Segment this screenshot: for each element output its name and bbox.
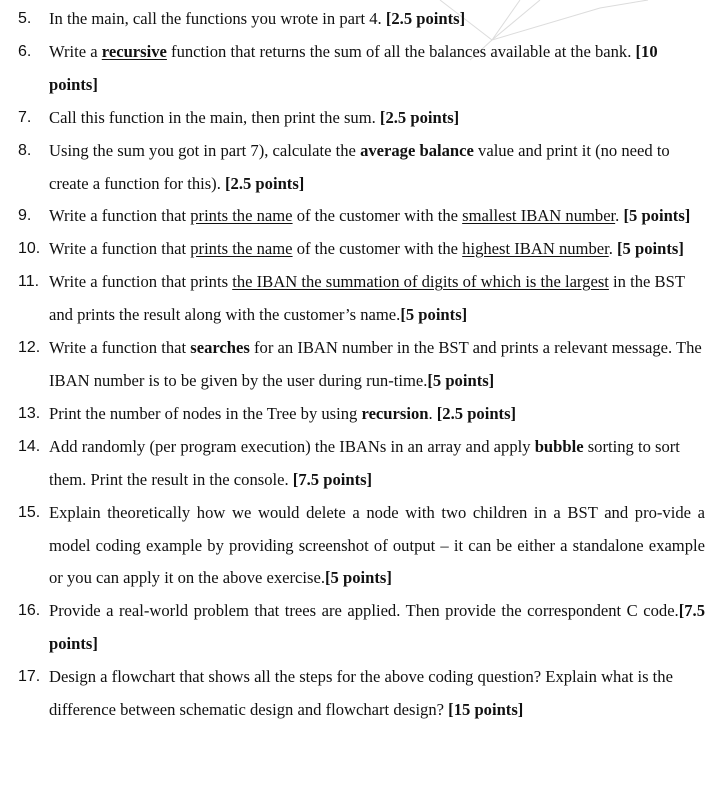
question-text: [49, 108, 459, 127]
emphasis-text: recursion: [361, 403, 429, 423]
text-segment: in the BST and prints the result along with the customer’s name.: [49, 272, 685, 325]
points-label: [7.5 points]: [49, 601, 705, 654]
question-text: [49, 437, 680, 489]
emphasis-text: prints the name: [190, 239, 293, 259]
question-text: [49, 206, 690, 225]
text-segment: Explain theoretically how we would delete a node with two children in a BST and pro-vide a model coding example by providing screenshot of output – it can be either a standalone example or you can apply it on the above exercise.: [49, 502, 705, 588]
text-segment: for an IBAN number in the BST and prints a relevant message. The IBAN number is to be given by the user during run-time.: [49, 338, 702, 390]
text-segment: function that returns the sum of all the balances available at the bank.: [166, 41, 636, 61]
question-text: [49, 239, 684, 258]
emphasis-text: searches: [190, 338, 250, 358]
question-number: 13.: [18, 404, 41, 422]
question-number: 6.: [18, 42, 32, 60]
question-text: [49, 141, 670, 193]
points-label: [5 points]: [427, 370, 495, 390]
text-segment: Write a: [49, 41, 102, 61]
text-segment: Provide a real-world problem that trees are applied. Then provide the correspondent C code.: [49, 601, 679, 621]
question-number: 8.: [18, 141, 32, 159]
question-number: 16.: [18, 602, 41, 620]
text-segment: Call this function in the main, then print the sum.: [49, 107, 380, 127]
question-text: [49, 338, 702, 390]
question-text: [49, 404, 516, 423]
question-text: [49, 601, 705, 653]
question-number: 5.: [18, 10, 32, 27]
points-label: [2.5 points]: [385, 9, 466, 28]
text-segment: In the main, call the functions you wrote in part 4.: [49, 9, 386, 28]
points-label: [2.5 points]: [379, 107, 460, 127]
points-label: [5 points]: [617, 239, 684, 259]
question-number: 9.: [18, 207, 32, 225]
text-segment: .: [608, 239, 618, 259]
question-item: [0, 135, 727, 201]
question-item: [0, 661, 727, 727]
question-item: [0, 36, 727, 102]
question-text: [49, 272, 685, 324]
emphasis-text: prints the name: [190, 206, 293, 226]
question-item: [0, 398, 727, 431]
text-segment: Write a function that: [49, 239, 191, 259]
question-item: [0, 431, 727, 497]
text-segment: Using the sum you got in part 7), calculate the: [49, 140, 361, 160]
question-number: 7.: [18, 108, 32, 126]
question-item: [0, 595, 727, 661]
question-item: [0, 233, 727, 266]
text-segment: Design a flowchart that shows all the steps for the above coding question? Explain what is the difference between schematic design and flowchart design?: [49, 667, 673, 720]
points-label: [5 points]: [400, 305, 468, 325]
emphasis-text: average balance: [360, 140, 474, 160]
text-segment: Write a function that: [49, 206, 191, 226]
question-number: 14.: [18, 437, 41, 455]
question-number: 17.: [18, 668, 41, 686]
emphasis-text: smallest IBAN number: [462, 206, 616, 226]
question-item: [0, 332, 727, 398]
points-label: [2.5 points]: [436, 403, 517, 423]
text-segment: sorting to sort them. Print the result in the console.: [49, 436, 680, 489]
question-text: [49, 9, 465, 28]
points-label: [10 points]: [49, 41, 658, 94]
question-item: [0, 497, 727, 596]
text-segment: Write a function that: [49, 338, 191, 358]
points-label: [15 points]: [448, 700, 524, 720]
text-segment: .: [615, 206, 624, 226]
text-segment: value and print it (no need to create a function for this).: [49, 140, 670, 193]
points-label: [7.5 points]: [292, 469, 373, 489]
emphasis-text: bubble: [534, 436, 584, 456]
emphasis-text: highest IBAN number: [462, 239, 609, 259]
emphasis-text: recursive: [101, 41, 167, 61]
text-segment: Print the number of nodes in the Tree by using: [49, 403, 362, 423]
question-number: 10.: [18, 240, 41, 258]
question-text: [49, 503, 705, 588]
question-text: [49, 667, 673, 719]
text-segment: Write a function that prints: [49, 272, 233, 292]
question-list: [0, 3, 727, 727]
text-segment: Add randomly (per program execution) the IBANs in an array and apply: [49, 436, 535, 456]
question-number: 11.: [18, 273, 40, 291]
emphasis-text: the IBAN the summation of digits of which is the largest: [232, 272, 609, 292]
question-item: [0, 102, 727, 135]
question-item: [0, 200, 727, 233]
points-label: [2.5 points]: [225, 173, 305, 193]
points-label: [5 points]: [623, 206, 691, 226]
question-text: [49, 42, 658, 94]
question-number: 12.: [18, 339, 41, 357]
text-segment: of the customer with the: [292, 206, 463, 226]
question-item: [0, 3, 727, 36]
points-label: [5 points]: [325, 568, 392, 588]
question-number: 15.: [18, 503, 41, 521]
text-segment: .: [428, 403, 437, 423]
question-item: [0, 266, 727, 332]
text-segment: of the customer with the: [292, 239, 463, 259]
